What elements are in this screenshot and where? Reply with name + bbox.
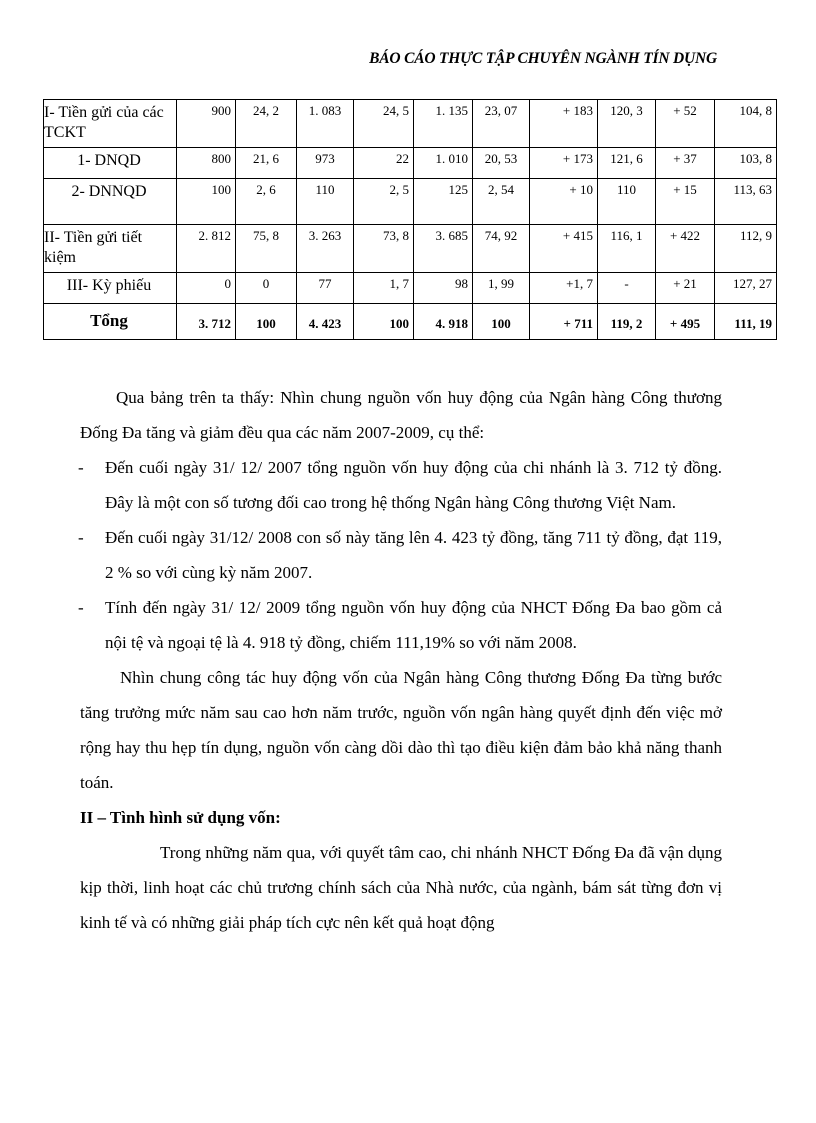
- table-cell: 3. 263: [297, 225, 354, 273]
- table-cell: 24, 5: [354, 100, 414, 148]
- section-title: II – Tình hình sử dụng vốn:: [80, 808, 281, 827]
- table-cell: 0: [177, 273, 236, 304]
- table-cell: + 52: [656, 100, 715, 148]
- table-cell: + 495: [656, 304, 715, 340]
- table-cell: 125: [414, 179, 473, 225]
- table-cell: 75, 8: [236, 225, 297, 273]
- table-cell: 4. 918: [414, 304, 473, 340]
- table-cell: 3. 712: [177, 304, 236, 340]
- table-cell: 73, 8: [354, 225, 414, 273]
- table-cell: 24, 2: [236, 100, 297, 148]
- intro-paragraph: Qua bảng trên ta thấy: Nhìn chung nguồn vốn huy động của Ngân hàng Công thương Đống Đa tăng và giảm đều qua các năm 2007-2009, cụ thể:: [80, 388, 722, 442]
- table-cell: + 15: [656, 179, 715, 225]
- row-label: III- Kỳ phiếu: [44, 273, 177, 304]
- row-label: II- Tiền gửi tiết kiệm: [44, 225, 177, 273]
- table-cell: 973: [297, 148, 354, 179]
- row-label: 2- DNNQD: [44, 179, 177, 225]
- table-cell: 21, 6: [236, 148, 297, 179]
- table-cell: 121, 6: [598, 148, 656, 179]
- table-cell: -: [598, 273, 656, 304]
- table-cell: 20, 53: [473, 148, 530, 179]
- table-cell: 74, 92: [473, 225, 530, 273]
- table-cell: 900: [177, 100, 236, 148]
- row-label: 1- DNQD: [44, 148, 177, 179]
- table-cell: 1, 99: [473, 273, 530, 304]
- capital-table: [43, 99, 777, 340]
- table-cell: 100: [354, 304, 414, 340]
- summary-paragraph: Nhìn chung công tác huy động vốn của Ngân hàng Công thương Đống Đa từng bước tăng trưởng mức năm sau cao hơn năm trước, nguồn vốn ngân hàng quyết định đến việc mở rộng hay thu hẹp tín dụng, nguồn vốn càng dồi dào thì tạo điều kiện đảm bảo khả năng thanh toán.: [80, 668, 722, 792]
- table-cell: 77: [297, 273, 354, 304]
- table-cell: 113, 63: [715, 179, 777, 225]
- table-cell: 110: [297, 179, 354, 225]
- table-cell: 3. 685: [414, 225, 473, 273]
- section-paragraph: Trong những năm qua, với quyết tâm cao, chi nhánh NHCT Đống Đa đã vận dụng kịp thời, linh hoạt các chủ trương chính sách của Nhà nước, của ngành, bám sát từng đơn vị kinh tế và có những giải pháp tích cực nên kết quả hoạt động: [80, 843, 722, 932]
- table-cell: 2. 812: [177, 225, 236, 273]
- table-row: [44, 100, 777, 148]
- bullet-item: - Tính đến ngày 31/ 12/ 2009 tổng nguồn vốn huy động của NHCT Đống Đa bao gồm cả nội tệ và ngoại tệ là 4. 918 tỷ đồng, chiếm 111,19% so với năm 2008.: [78, 598, 722, 652]
- table-cell: 112, 9: [715, 225, 777, 273]
- body-text: [80, 380, 722, 940]
- table-cell: +1, 7: [530, 273, 598, 304]
- table-cell: + 21: [656, 273, 715, 304]
- table-cell: 2, 5: [354, 179, 414, 225]
- bullet-item: - Đến cuối ngày 31/ 12/ 2007 tổng nguồn vốn huy động của chi nhánh là 3. 712 tỷ đồng. Đây là một con số tương đối cao trong hệ thống Ngân hàng Công thương Việt Nam.: [78, 458, 722, 512]
- table-row: [44, 273, 777, 304]
- table-cell: + 37: [656, 148, 715, 179]
- table-cell: + 711: [530, 304, 598, 340]
- table-cell: 103, 8: [715, 148, 777, 179]
- table-cell: 1, 7: [354, 273, 414, 304]
- table-row: [44, 304, 777, 340]
- table-cell: 23, 07: [473, 100, 530, 148]
- table-cell: 100: [236, 304, 297, 340]
- table-cell: 1. 010: [414, 148, 473, 179]
- table-cell: + 10: [530, 179, 598, 225]
- page-header-title: BÁO CÁO THỰC TẬP CHUYÊN NGÀNH TÍN DỤNG: [369, 50, 717, 67]
- table-cell: 104, 8: [715, 100, 777, 148]
- table-cell: 119, 2: [598, 304, 656, 340]
- table-cell: 127, 27: [715, 273, 777, 304]
- bullet-item: - Đến cuối ngày 31/12/ 2008 con số này tăng lên 4. 423 tỷ đồng, tăng 711 tỷ đồng, đạt 119, 2 % so với cùng kỳ năm 2007.: [78, 528, 722, 582]
- table-cell: 22: [354, 148, 414, 179]
- table-cell: 4. 423: [297, 304, 354, 340]
- row-label: Tổng: [44, 304, 177, 340]
- table-cell: + 173: [530, 148, 598, 179]
- table-cell: 2, 54: [473, 179, 530, 225]
- table-cell: 98: [414, 273, 473, 304]
- table-cell: 100: [177, 179, 236, 225]
- table-cell: 116, 1: [598, 225, 656, 273]
- table-row: [44, 225, 777, 273]
- table-cell: 1. 135: [414, 100, 473, 148]
- table-cell: 800: [177, 148, 236, 179]
- table-cell: + 415: [530, 225, 598, 273]
- table-cell: 100: [473, 304, 530, 340]
- table-cell: 111, 19: [715, 304, 777, 340]
- table-cell: + 183: [530, 100, 598, 148]
- row-label: I- Tiền gửi của các TCKT: [44, 100, 177, 148]
- table-cell: 1. 083: [297, 100, 354, 148]
- table-cell: + 422: [656, 225, 715, 273]
- table-row: [44, 148, 777, 179]
- table-cell: 120, 3: [598, 100, 656, 148]
- table-cell: 110: [598, 179, 656, 225]
- table-row: [44, 179, 777, 225]
- table-cell: 2, 6: [236, 179, 297, 225]
- table-cell: 0: [236, 273, 297, 304]
